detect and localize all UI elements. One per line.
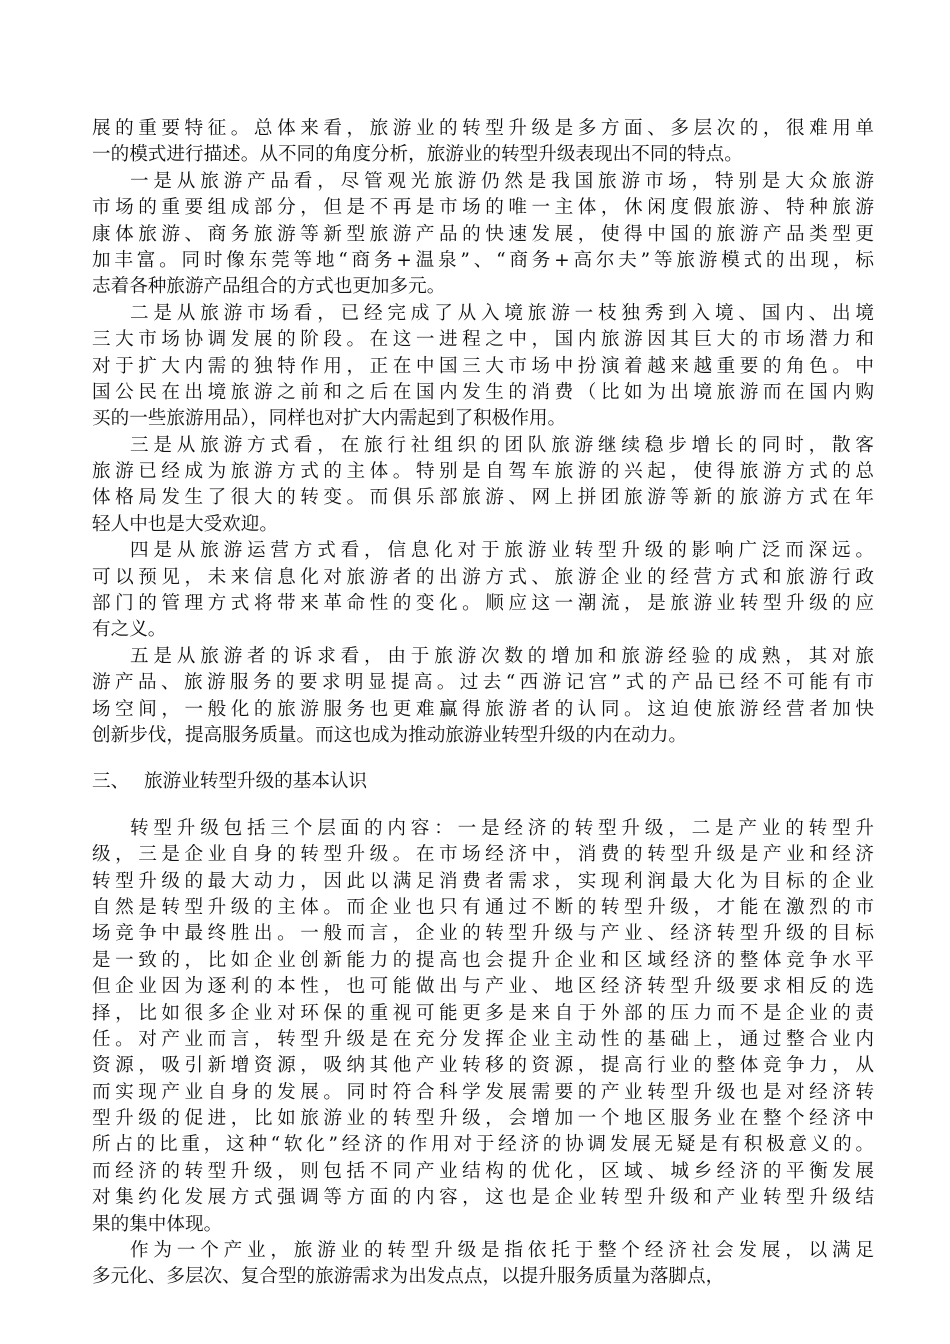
text-line: 但企业因为逐利的本性，也可能做出与产业、地区经济转型升级要求相反的选 <box>92 976 874 998</box>
text-line: 型升级的促进，比如旅游业的转型升级，会增加一个地区服务业在整个经济中 <box>92 1108 874 1130</box>
text-line: 多元化、多层次、复合型的旅游需求为出发点点，以提升服务质量为落脚点， <box>92 1266 725 1288</box>
text-line: 而经济的转型升级，则包括不同产业结构的优化，区域、城乡经济的平衡发展 <box>92 1160 874 1182</box>
body-text-section-2 <box>92 116 874 749</box>
text-line: 自然是转型升级的主体。而企业也只有通过不断的转型升级，才能在激烈的市 <box>92 896 874 918</box>
text-line: 择，比如很多企业对环保的重视可能更多是来自于外部的压力而不是企业的责 <box>92 1002 874 1024</box>
text-line: 资源，吸引新增资源，吸纳其他产业转移的资源，提高行业的整体竞争力，从 <box>92 1055 874 1077</box>
text-line: 转型升级包括三个层面的内容：一是经济的转型升级，二是产业的转型升 <box>130 817 874 839</box>
paragraph <box>92 116 874 169</box>
text-line: 作为一个产业，旅游业的转型升级是指依托于整个经济社会发展，以满足 <box>130 1240 874 1262</box>
text-line: 果的集中体现。 <box>92 1213 223 1235</box>
text-line: 四是从旅游运营方式看，信息化对于旅游业转型升级的影响广泛而深远。 <box>130 540 874 562</box>
text-line: 转型升级的最大动力，因此以满足消费者需求，实现利润最大化为目标的企业 <box>92 870 874 892</box>
text-line: 对于扩大内需的独特作用，正在中国三大市场中扮演着越来越重要的角色。中 <box>92 355 874 377</box>
text-line: 是一致的，比如企业创新能力的提高也会提升企业和区域经济的整体竞争水平 <box>92 949 874 971</box>
text-line: 任。对产业而言，转型升级是在充分发挥企业主动性的基础上，通过整合业内 <box>92 1028 874 1050</box>
section-heading <box>92 769 874 795</box>
text-line: 所占的比重，这种“软化”经济的作用对于经济的协调发展无疑是有积极意义的。 <box>92 1134 874 1156</box>
text-line: 旅游已经成为旅游方式的主体。特别是自驾车旅游的兴起，使得旅游方式的总 <box>92 461 874 483</box>
text-line: 三是从旅游方式看，在旅行社组织的团队旅游继续稳步增长的同时，散客 <box>130 434 874 456</box>
paragraph <box>92 1238 874 1291</box>
paragraph <box>92 301 874 433</box>
section-heading-number: 三、 <box>92 771 130 793</box>
text-line: 轻人中也是大受欢迎。 <box>92 513 278 535</box>
text-line: 国公民在出境旅游之前和之后在国内发生的消费（比如为出境旅游而在国内购 <box>92 381 874 403</box>
document-page <box>92 116 874 1291</box>
text-line: 康体旅游、商务旅游等新型旅游产品的快速发展，使得中国的旅游产品类型更 <box>92 223 874 245</box>
text-line: 志着各种旅游产品组合的方式也更加多元。 <box>92 276 446 298</box>
text-line: 五是从旅游者的诉求看，由于旅游次数的增加和旅游经验的成熟，其对旅 <box>130 645 874 667</box>
text-line: 一是从旅游产品看，尽管观光旅游仍然是我国旅游市场，特别是大众旅游 <box>130 170 874 192</box>
text-line: 一的模式进行描述。从不同的角度分析，旅游业的转型升级表现出不同的特点。 <box>92 144 743 166</box>
paragraph <box>92 538 874 644</box>
paragraph <box>92 169 874 301</box>
text-line: 展的重要特征。总体来看，旅游业的转型升级是多方面、多层次的，很难用单 <box>92 118 874 139</box>
text-line: 对集约化发展方式强调等方面的内容，这也是企业转型升级和产业转型升级结 <box>92 1187 874 1209</box>
text-line: 加丰富。同时像东莞等地“商务+温泉”、“商务+高尔夫”等旅游模式的出现，标 <box>92 249 874 271</box>
text-line: 三大市场协调发展的阶段。在这一进程之中，国内旅游因其巨大的市场潜力和 <box>92 329 874 351</box>
text-line: 有之义。 <box>92 619 167 641</box>
text-line: 买的一些旅游用品），同样也对扩大内需起到了积极作用。 <box>92 408 567 430</box>
text-line: 而实现产业自身的发展。同时符合科学发展需要的产业转型升级也是对经济转 <box>92 1081 874 1103</box>
paragraph <box>92 816 874 1238</box>
text-line: 部门的管理方式将带来革命性的变化。顺应这一潮流，是旅游业转型升级的应 <box>92 593 874 615</box>
text-line: 二是从旅游市场看，已经完成了从入境旅游一枝独秀到入境、国内、出境 <box>130 302 874 324</box>
section-heading-title: 旅游业转型升级的基本认识 <box>144 771 368 793</box>
text-line: 创新步伐，提高服务质量。而这也成为推动旅游业转型升级的内在动力。 <box>92 724 688 746</box>
paragraph <box>92 433 874 539</box>
text-line: 体格局发生了很大的转变。而俱乐部旅游、网上拼团旅游等新的旅游方式在年 <box>92 487 874 509</box>
text-line: 可以预见，未来信息化对旅游者的出游方式、旅游企业的经营方式和旅游行政 <box>92 566 874 588</box>
text-line: 市场的重要组成部分，但是不再是市场的唯一主体，休闲度假旅游、特种旅游 <box>92 197 874 219</box>
text-line: 级，三是企业自身的转型升级。在市场经济中，消费的转型升级是产业和经济 <box>92 844 874 866</box>
text-line: 场空间，一般化的旅游服务也更难赢得旅游者的认同。这迫使旅游经营者加快 <box>92 698 874 720</box>
text-line: 场竞争中最终胜出。一般而言，企业的转型升级与产业、经济转型升级的目标 <box>92 923 874 945</box>
body-text-section-3 <box>92 816 874 1291</box>
text-line: 游产品、旅游服务的要求明显提高。过去“西游记宫”式的产品已经不可能有市 <box>92 672 874 694</box>
paragraph <box>92 644 874 750</box>
